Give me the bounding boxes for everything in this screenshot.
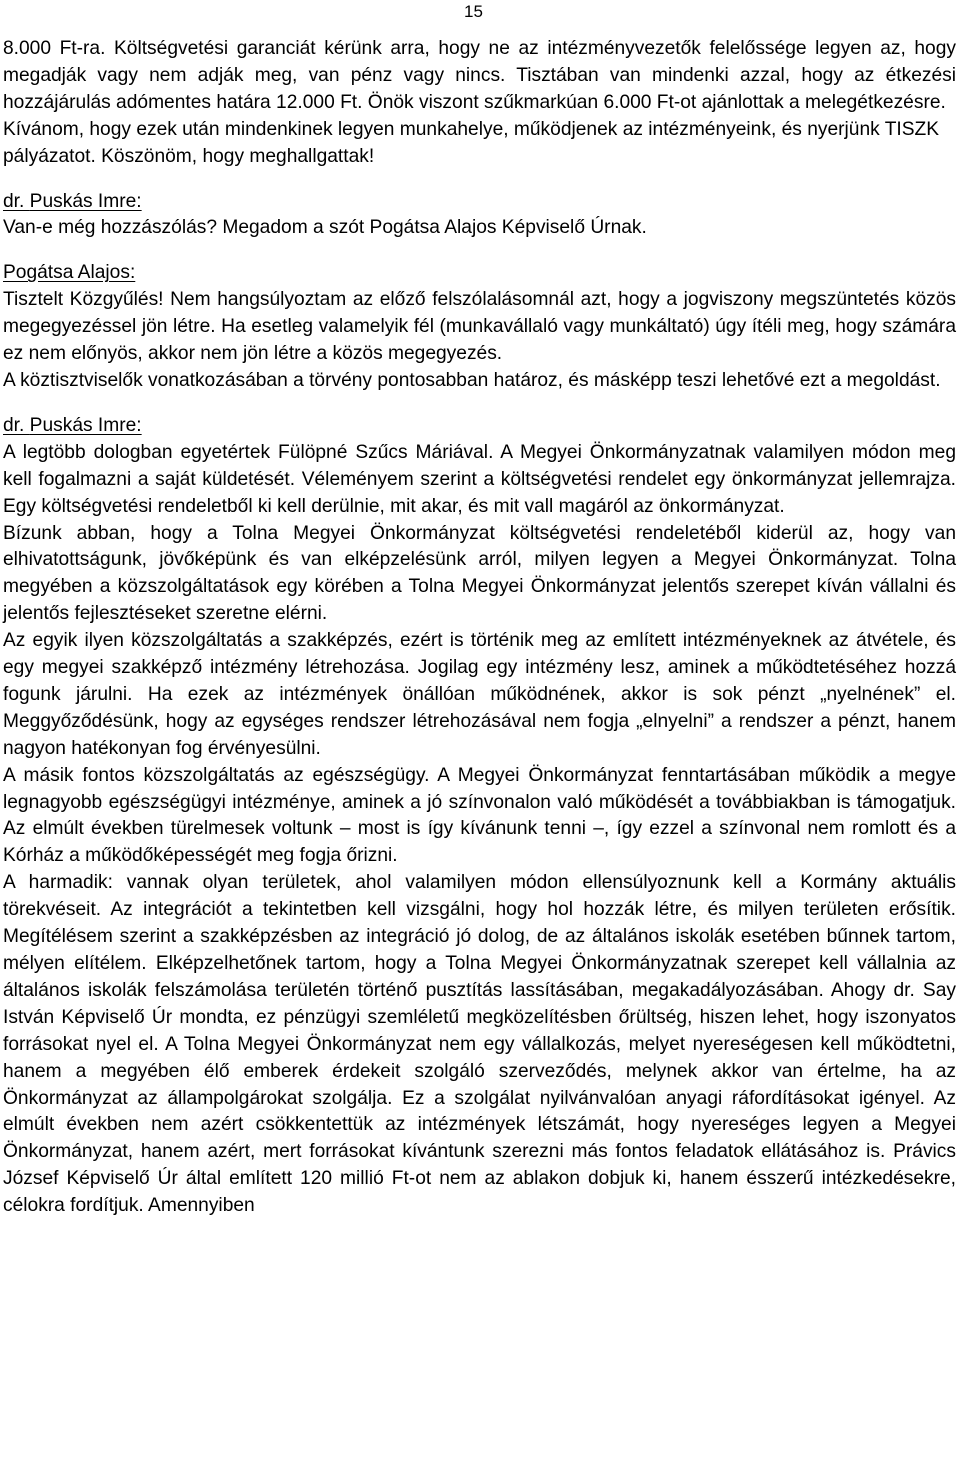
speech-paragraph: Bízunk abban, hogy a Tolna Megyei Önkormányzat költségvetési rendeletéből kiderül az, hogy van elhivatottságunk, jövőképünk és van elképzelésünk arról, milyen legyen a Megyei Önkormányzat. Tolna megyében a közszolgáltatások egy körében a Tolna Megyei Önkormányzat jelentős szerepet kíván vállalni és jelentős fejlesztéseket szeretne elérni. [3, 522, 956, 625]
intro-paragraph-1: 8.000 Ft-ra. Költségvetési garanciát kérünk arra, hogy ne az intézményvezetők felelőssége legyen az, hogy megadják vagy nem adják meg, van pénz vagy nincs. Tisztában van mindenki azzal, hogy az étkezési hozzájárulás adómentes határa 12.000 Ft. Önök viszont szűkmarkúan 6.000 Ft-ot ajánlottak a melegétkezésre. [3, 38, 956, 113]
speech-paragraph: Az egyik ilyen közszolgáltatás a szakképzés, ezért is történik meg az említett intézményeknek az átvétele, és egy megyei szakképző intézmény létrehozása. Jogilag egy intézmény lesz, aminek a működtetéséhez hozzá fogunk járulni. Ha ezek az intézmények önállóan működnének, akkor is sok pénzt „nyelnének” el. Meggyőződésünk, hogy az egységes rendszer létrehozásával nem fogja „elnyelni” a rendszer a pénzt, hanem nagyon hatékonyan fog érvényesülni. [3, 630, 956, 759]
speaker-heading [3, 260, 956, 287]
speech-paragraph: Tisztelt Közgyűlés! Nem hangsúlyoztam az előző felszólalásomnál azt, hogy a jogviszony megszüntetés közös megegyezéssel jön létre. Ha esetleg valamelyik fél (munkavállaló vagy munkáltató) úgy ítéli meg, hogy számára ez nem előnyös, akkor nem jön létre a közös megegyezés. [3, 289, 956, 365]
speech-paragraph: A legtöbb dologban egyetértek Fülöpné Szűcs Máriával. A Megyei Önkormányzatnak valamilyen módon meg kell fogalmazni a saját küldetését. Véleményem szerint a költségvetési rendelet egy önkormányzat jellemrajza. Egy költségvetési rendeletből ki kell derülnie, mit akar, és mit vall magáról az önkormányzat. [3, 441, 956, 517]
speaker-name: Puskás Imre: [29, 190, 142, 212]
speaker-prefix: dr. [3, 414, 30, 436]
intro-paragraph-2: Kívánom, hogy ezek után mindenkinek legyen munkahelye, működjenek az intézményeink, és nyerjünk TISZK pályázatot. Köszönöm, hogy meghallgattak! [3, 118, 940, 167]
speech-paragraph: A köztisztviselők vonatkozásában a törvény pontosabban határoz, és másképp teszi lehetővé ezt a megoldást. [3, 369, 941, 391]
document-body [3, 36, 956, 1220]
speech-paragraph: A harmadik: vannak olyan területek, ahol valamilyen módon ellensúlyoznunk kell a Kormány aktuális törekvéseit. Az integrációt a tekintetben kell vizsgálni, hogy hol hozzák létre, és milyen területen erősítik. Megítélésem szerint a szakképzésben az integráció jó dolog, de az általános iskolák esetében bűnnek tartom, mélyen elítélem. Elképzelhetőnek tartom, hogy a Tolna Megyei Önkormányzatnak szerepet kell vállalnia az általános iskolák felszámolása területén történő pusztítás lassításában, megakadályozásában. Ahogy dr. Say István Képviselő Úr mondta, ez pénzügyi szemléletű megközelítésben őrültség, hiszen lehet, hogy iszonyatos forrásokat nyel el. A Tolna Megyei Önkormányzat nem egy vállalkozás, melyet nyereségesen kell működtetni, hanem a megyében élő emberek érdekeit szolgáló szerveződés, melynek akkor van értelme, ha az Önkormányzat az állampolgárokat szolgálja. Ez a szolgálat nyilvánvalóan anyagi ráfordításokat igényel. Az elmúlt években nem azért csökkentettük az intézmények létszámát, hogy nyereséges legyen a Megyei Önkormányzat, hanem azért, mert forrásokat kívántunk szerezni más fontos feladatok ellátásához is. Právics József Képviselő Úr által említett 120 millió Ft-ot nem az ablakon dobjuk ki, hanem ésszerű intézkedésekre, célokra fordítjuk. Amennyiben [3, 872, 956, 1217]
speech-paragraph: A másik fontos közszolgáltatás az egészségügy. A Megyei Önkormányzat fenntartásában működik a megye legnagyobb egészségügyi intézménye, aminek a jó színvonalon való működését a továbbiakban is támogatjuk. Az elmúlt években türelmesek voltunk – most is így kívánunk tenni –, így ezzel a színvonal nem romlott és a Kórház a működőképességét meg fogja őrizni. [3, 764, 956, 867]
speaker-name: Pogátsa Alajos: [3, 262, 136, 284]
page-number: 15 [464, 2, 483, 21]
speech-paragraph: Van-e még hozzászólás? Megadom a szót Pogátsa Alajos Képviselő Úrnak. [3, 217, 647, 239]
speaker-prefix: dr. [3, 190, 30, 212]
speaker-heading [3, 413, 956, 440]
speaker-heading [3, 189, 956, 216]
speaker-name: Puskás Imre: [29, 414, 142, 436]
